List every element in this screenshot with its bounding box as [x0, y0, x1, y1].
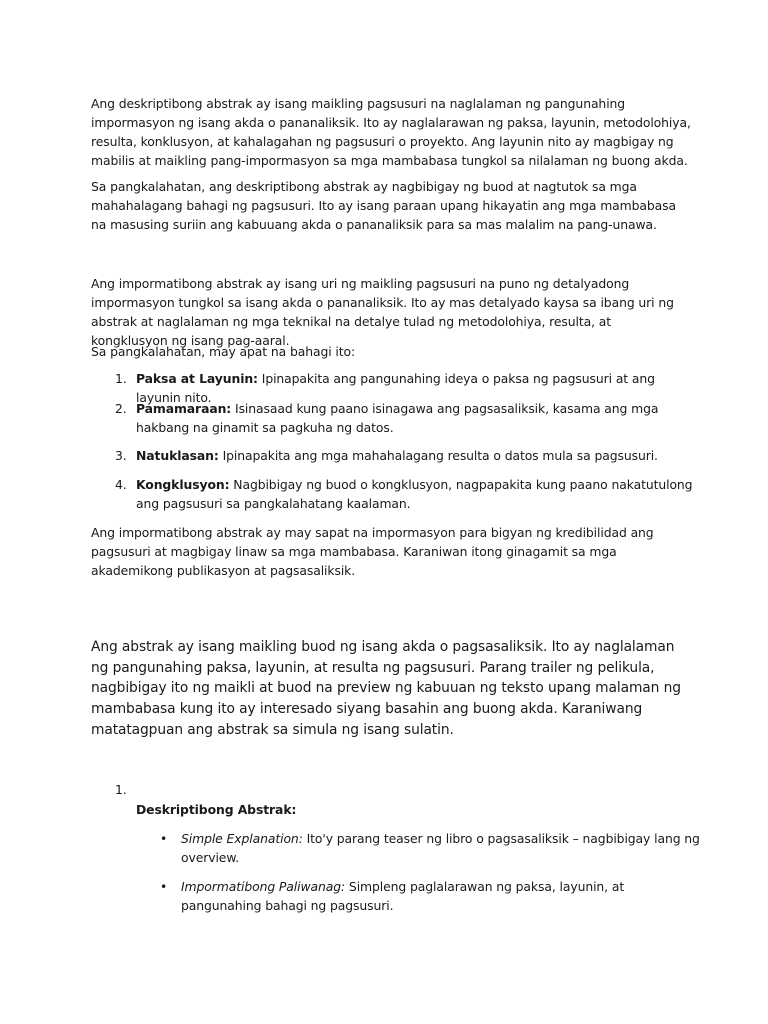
list-item	[160, 877, 701, 915]
bullet-icon: •	[160, 831, 168, 846]
paragraph-deskriptibong-abstrak: Ang deskriptibong abstrak ay isang maikling pagsusuri na naglalaman ng pangunahing impormasyon ng isang akda o pananaliksik. Ito ay naglalarawan ng paksa, layunin, metodolohiya, resulta, konklusyon, at kahalagahan ng pagsusuri o proyekto. Ang layunin nito ay magbigay ng mabilis at maikling pang-impormasyon sa mga mambabasa tungkol sa nilalaman ng buong akda.	[91, 96, 691, 168]
paragraph-impormatibong-summary: Ang impormatibong abstrak ay may sapat na impormasyon para bigyan ng kredibilidad ang pagsusuri at magbigay linaw sa mga mambabasa. Karaniwan itong ginagamit sa mga akademikong publikasyon at pagsasaliksik.	[91, 525, 654, 578]
list-item-term: Natuklasan:	[136, 448, 219, 463]
list-item-text: Ipinapakita ang mga mahahalagang resulta o datos mula sa pagsusuri.	[218, 448, 658, 463]
list-number: 4.	[115, 477, 127, 492]
paragraph-apat-na-bahagi: Sa pangkalahatan, may apat na bahagi ito:	[91, 344, 356, 359]
list-item-term: Pamamaraan:	[136, 401, 232, 416]
paragraph-impormatibong-abstrak: Ang impormatibong abstrak ay isang uri ng maikling pagsusuri na puno ng detalyadong impormasyon tungkol sa isang akda o pananaliksik. Ito ay mas detalyado kaysa sa ibang uri ng abstrak at naglalaman ng mga teknikal na detalye tulad ng metodolohiya, resulta, at kongklusyon ng isang pag-aaral.	[91, 276, 674, 348]
list-item-term: Paksa at Layunin:	[136, 371, 258, 386]
list-item-text: Nagbibigay ng buod o kongklusyon, nagpapakita kung paano nakatutulong ang pagsusuri sa pangkalahatang kaalaman.	[136, 477, 693, 511]
list-item	[160, 829, 701, 867]
list-item	[115, 446, 696, 465]
list-item-term: Kongklusyon:	[136, 477, 230, 492]
bullet-text: Ito'y parang teaser ng libro o pagsasaliksik – nagbibigay lang ng overview.	[181, 831, 700, 865]
section-heading-deskriptibong-abstrak: Deskriptibong Abstrak:	[136, 802, 297, 817]
bullet-text: Simpleng paglalarawan ng paksa, layunin, at pangunahing bahagi ng pagsusuri.	[181, 879, 625, 913]
bullet-icon: •	[160, 879, 168, 894]
list-number: 1.	[115, 782, 127, 797]
list-item-text: Isinasaad kung paano isinagawa ang pagsasaliksik, kasama ang mga hakbang na ginamit sa pagkuha ng datos.	[136, 401, 659, 435]
list-item	[115, 399, 696, 437]
paragraph-abstrak-definition: Ang abstrak ay isang maikling buod ng isang akda o pagsasaliksik. Ito ay naglalaman ng pangunahing paksa, layunin, at resulta ng pagsusuri. Parang trailer ng pelikula, nagbibigay ito ng maikli at buod na preview ng kabuuan ng teksto upang malaman ng mambabasa kung ito ay interesado siyang basahin ang buong akda. Karaniwang matatagpuan ang abstrak sa simula ng isang sulatin.	[91, 639, 681, 738]
paragraph-deskriptibong-summary: Sa pangkalahatan, ang deskriptibong abstrak ay nagbibigay ng buod at nagtutok sa mga mahahalagang bahagi ng pagsusuri. Ito ay isang paraan upang hikayatin ang mga mambabasa na masusing suriin ang kabuuang akda o pananaliksik para sa mas malalim na pang-unawa.	[91, 179, 676, 232]
bullet-label: Simple Explanation:	[181, 831, 303, 846]
list-item	[115, 475, 696, 513]
list-number: 3.	[115, 448, 127, 463]
list-item-text: Ipinapakita ang pangunahing ideya o paksa ng pagsusuri at ang layunin nito.	[136, 371, 655, 405]
bullet-label: Impormatibong Paliwanag:	[181, 879, 346, 894]
list-number: 2.	[115, 401, 127, 416]
list-number: 1.	[115, 371, 127, 386]
